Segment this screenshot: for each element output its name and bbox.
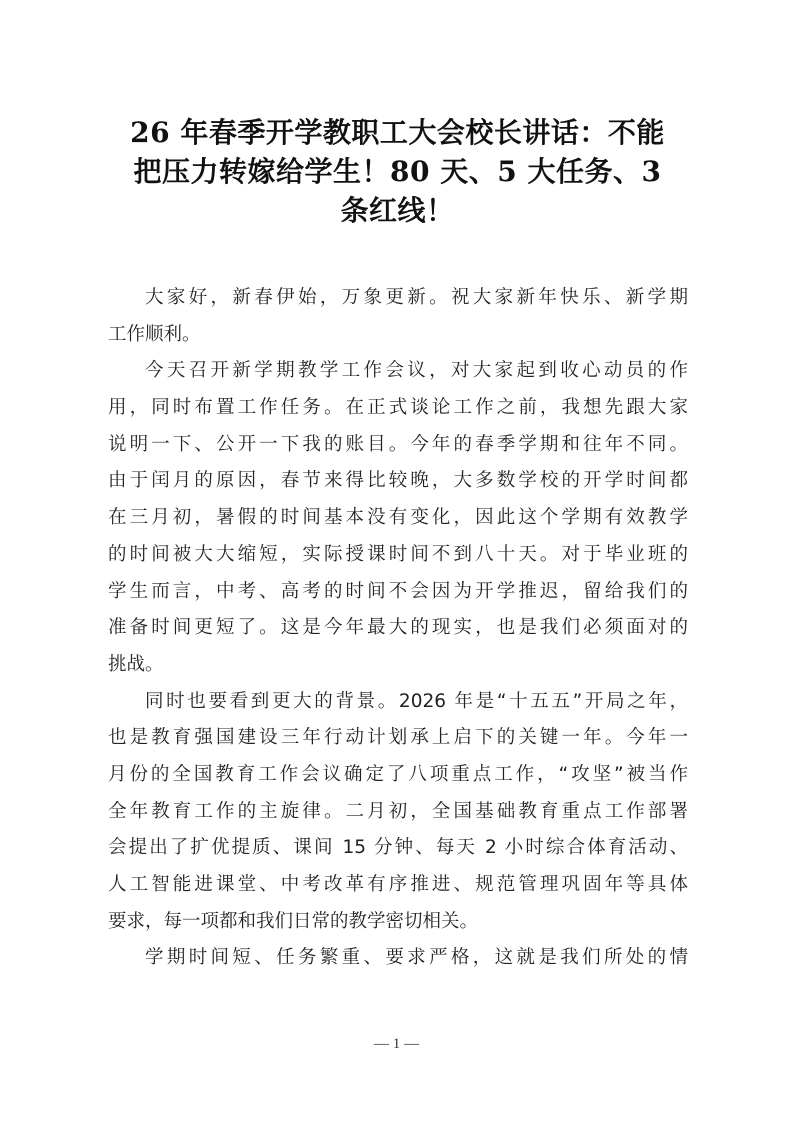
- text-line: 会提出了扩优提质、课间 15 分钟、每天 2 小时综合体育活动、: [108, 837, 688, 859]
- title-line: 把压力转嫁给学生！80 天、5 大任务、3: [133, 155, 662, 188]
- text-line: 月份的全国教育工作会议确定了八项重点工作，“攻坚”被当作: [108, 763, 688, 785]
- text-line: 用，同时布置工作任务。在正式谈论工作之前，我想先跟大家: [108, 397, 688, 419]
- text-line: 在三月初，暑假的时间基本没有变化，因此这个学期有效教学: [108, 507, 688, 529]
- paragraph-background: [108, 684, 688, 941]
- text-line: 学期时间短、任务繁重、要求严格，这就是我们所处的情: [145, 947, 688, 969]
- text-line: 工作顺利。: [108, 323, 201, 345]
- paragraph-meeting-purpose: [108, 353, 688, 683]
- text-line: 学生而言，中考、高考的时间不会因为开学推迟，留给我们的: [108, 580, 688, 602]
- text-line: 大家好，新春伊始，万象更新。祝大家新年快乐、新学期: [145, 287, 688, 308]
- document-body: [108, 280, 688, 977]
- text-line: 同时也要看到更大的背景。2026 年是“十五五”开局之年，: [145, 690, 688, 712]
- text-line: 今天召开新学期教学工作会议，对大家起到收心动员的作: [145, 360, 688, 382]
- text-line: 挑战。: [108, 653, 164, 675]
- page-number: — 1 —: [374, 1036, 419, 1052]
- text-line: 由于闰月的原因，春节来得比较晚，大多数学校的开学时间都: [108, 470, 688, 492]
- text-line: 准备时间更短了。这是今年最大的现实，也是我们必须面对的: [108, 617, 688, 639]
- text-line: 要求，每一项都和我们日常的教学密切相关。: [108, 910, 479, 932]
- text-line: 的时间被大大缩短，实际授课时间不到八十天。对于毕业班的: [108, 543, 688, 565]
- paragraph-greeting: [108, 280, 688, 353]
- title-line: 条红线！: [340, 194, 455, 227]
- text-line: 人工智能进课堂、中考改革有序推进、规范管理巩固年等具体: [108, 874, 688, 895]
- text-line: 全年教育工作的主旋律。二月初，全国基础教育重点工作部署: [108, 800, 688, 822]
- title-line: 26 年春季开学教职工大会校长讲话：不能: [130, 116, 665, 149]
- paragraph-situation: [108, 940, 688, 977]
- document-title: [100, 113, 695, 230]
- text-line: 说明一下、公开一下我的账目。今年的春季学期和往年不同。: [108, 433, 688, 455]
- text-line: 也是教育强国建设三年行动计划承上启下的关键一年。今年一: [108, 727, 688, 749]
